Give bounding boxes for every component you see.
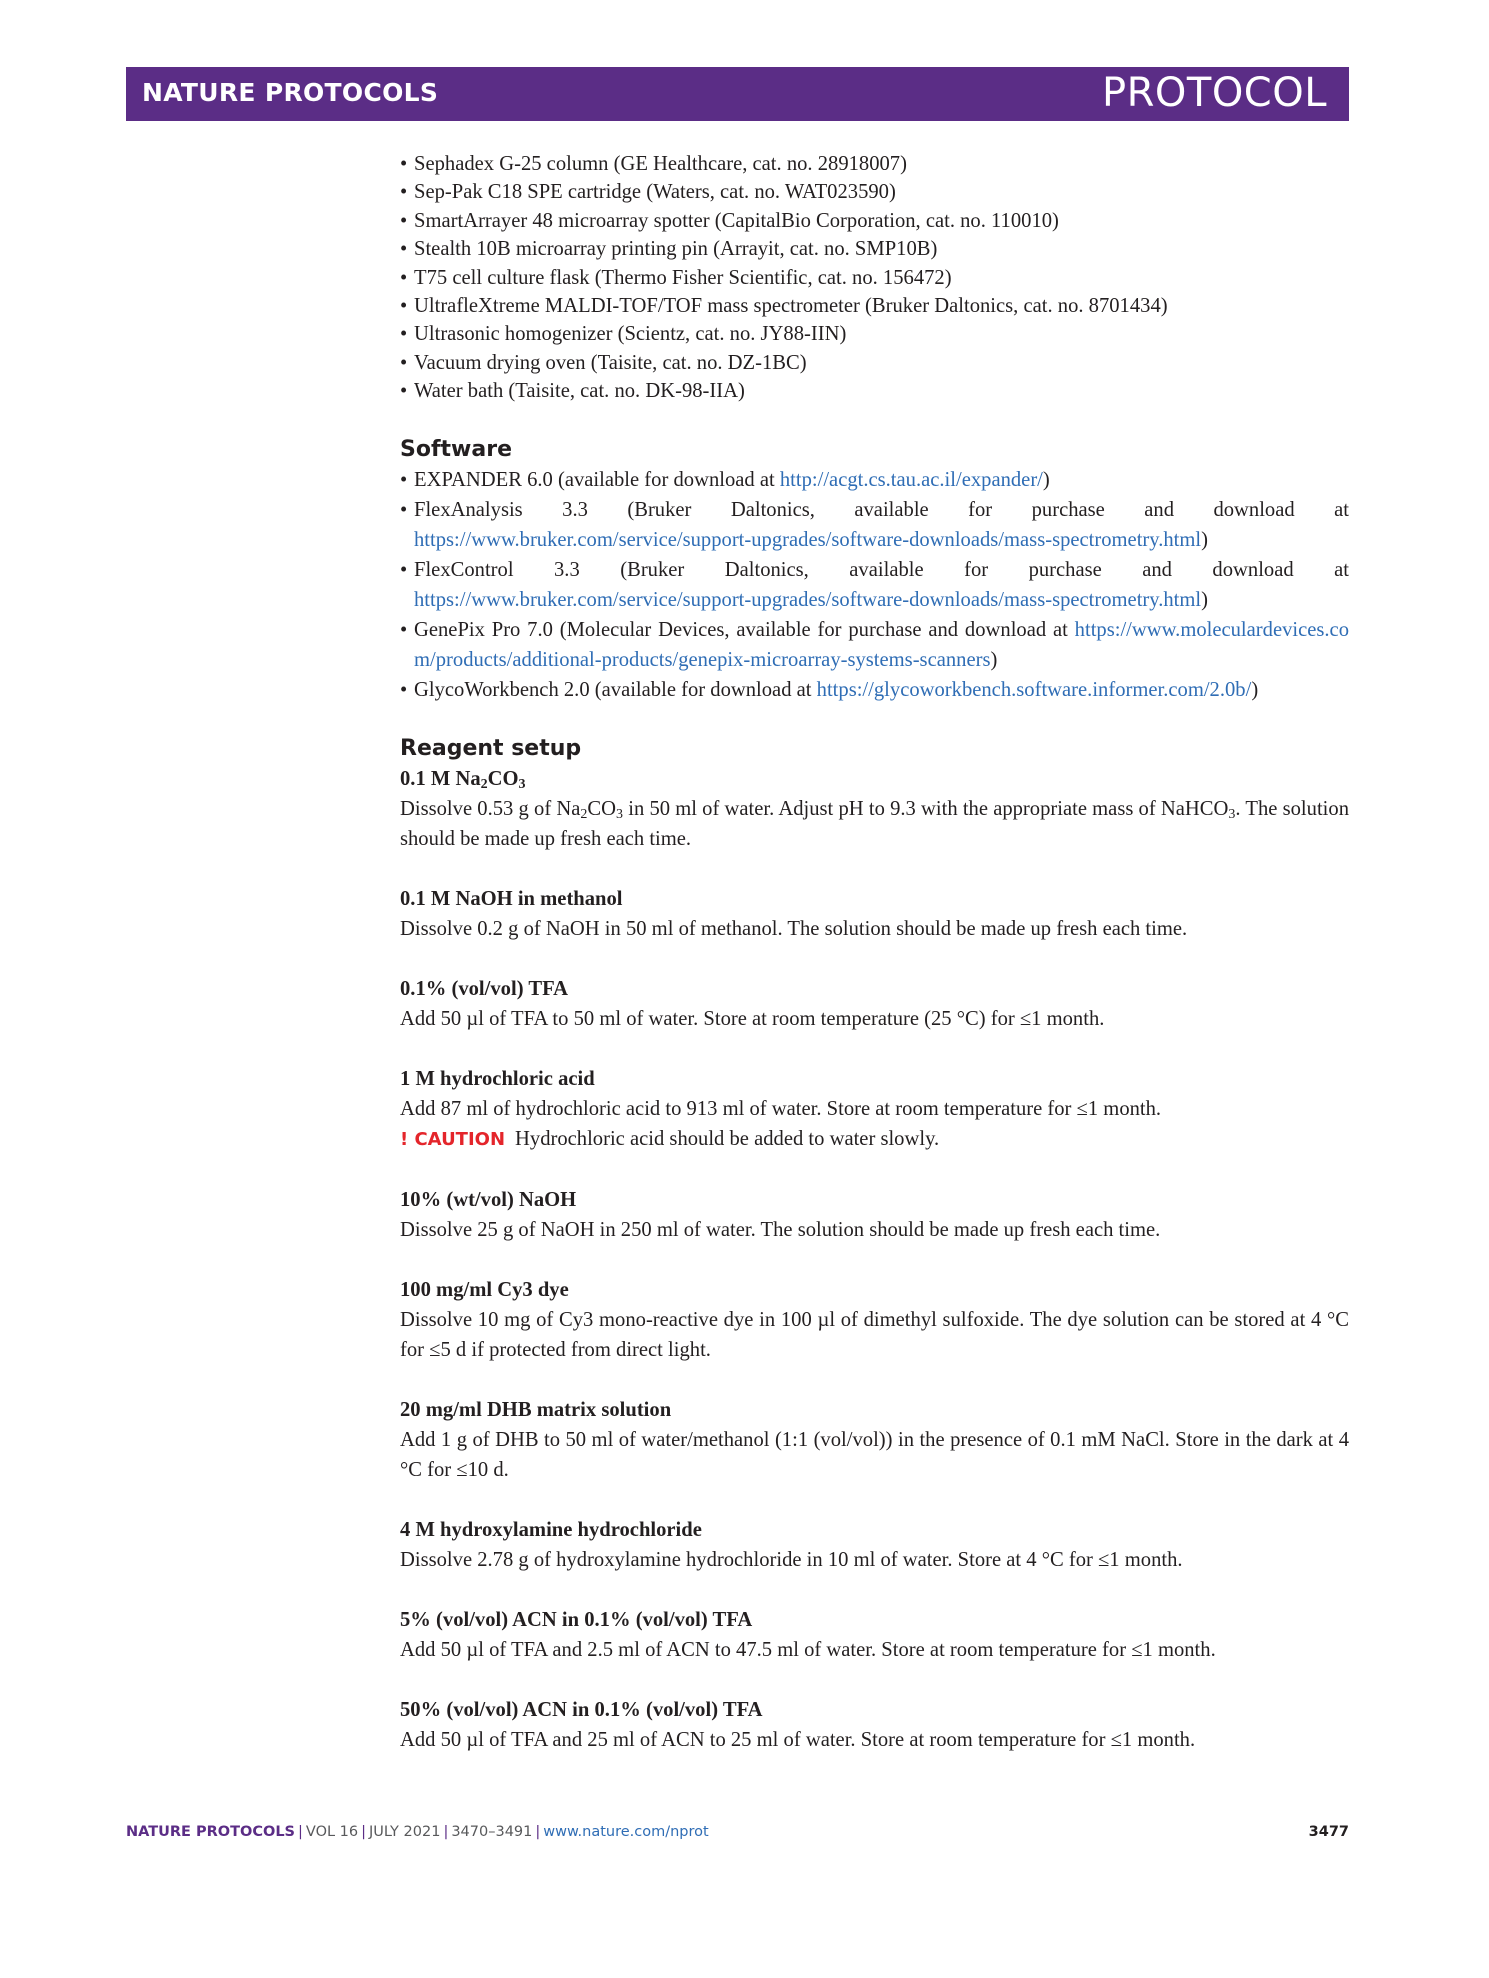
reagent-title: 1 M hydrochloric acid <box>400 1067 595 1090</box>
footer-journal: NATURE PROTOCOLS <box>126 1824 296 1840</box>
article-type: PROTOCOL <box>1101 70 1327 116</box>
footer-volume: VOL 16 <box>305 1824 359 1840</box>
reagent-tfa <box>400 974 1349 1034</box>
software-text: FlexAnalysis 3.3 (Bruker Daltonics, available for purchase and download at <box>414 498 1349 521</box>
reagent-acn5 <box>400 1605 1349 1665</box>
reagent-text: Dissolve 2.78 g of hydroxylamine hydrochloride in 10 ml of water. Store at 4 °C for ≤1 month. <box>400 1548 1183 1571</box>
reagent-title: 4 M hydroxylamine hydrochloride <box>400 1518 702 1541</box>
reagent-title: 0.1 M NaOH in methanol <box>400 887 623 910</box>
software-text: GlycoWorkbench 2.0 (available for download at <box>414 678 817 701</box>
list-item: • UltrafleXtreme MALDI-TOF/TOF mass spectrometer (Bruker Daltonics, cat. no. 8701434) <box>400 292 1349 320</box>
page-footer <box>126 1824 1349 1840</box>
software-text: EXPANDER 6.0 (available for download at <box>414 468 780 491</box>
software-text-after: ) <box>1251 678 1259 701</box>
software-list <box>400 465 1349 705</box>
reagent-cy3 <box>400 1275 1349 1365</box>
software-link[interactable]: http://acgt.cs.tau.ac.il/expander/ <box>779 468 1043 491</box>
journal-header-bar <box>126 67 1349 121</box>
caution-text: Hydrochloric acid should be added to water slowly. <box>515 1127 940 1150</box>
footer-date: JULY 2021 <box>369 1824 441 1840</box>
reagent-hcl <box>400 1064 1349 1155</box>
footer-separator: | <box>361 1824 367 1840</box>
reagent-text: Dissolve 10 mg of Cy3 mono-reactive dye in 100 µl of dimethyl sulfoxide. The dye solution can be stored at 4 °C for ≤5 d if protected from direct light. <box>400 1308 1349 1361</box>
reagent-title: 50% (vol/vol) ACN in 0.1% (vol/vol) TFA <box>400 1698 763 1721</box>
list-item <box>400 615 1349 675</box>
software-section <box>400 435 1349 705</box>
reagent-title: 0.1% (vol/vol) TFA <box>400 977 568 1000</box>
list-item: • Sephadex G-25 column (GE Healthcare, cat. no. 28918007) <box>400 150 1349 178</box>
list-item: • Vacuum drying oven (Taisite, cat. no. DZ-1BC) <box>400 349 1349 377</box>
page-number: 3477 <box>1308 1824 1349 1840</box>
reagent-text: Dissolve 0.53 g of $Na_2CO_3$ in 50 ml of water. Adjust pH to 9.3 with the appropriate mass of NaHCO$_3$. The solution should be made up fresh each time. <box>400 797 1349 850</box>
reagent-text: Add 50 µl of TFA and 25 ml of ACN to 25 ml of water. Store at room temperature for ≤1 month. <box>400 1728 1196 1751</box>
list-item: • Water bath (Taisite, cat. no. DK-98-IIA) <box>400 377 1349 405</box>
list-item: • T75 cell culture flask (Thermo Fisher Scientific, cat. no. 156472) <box>400 264 1349 292</box>
caution-label: ! CAUTION <box>400 1128 506 1150</box>
software-link[interactable]: https://www.bruker.com/service/support-upgrades/software-downloads/mass-spectrometry.html <box>414 588 1202 611</box>
software-link[interactable]: https://glycoworkbench.software.informer.com/2.0b/ <box>816 678 1252 701</box>
reagent-naoh-wt <box>400 1185 1349 1245</box>
list-item: • Sep-Pak C18 SPE cartridge (Waters, cat. no. WAT023590) <box>400 178 1349 206</box>
reagent-title: 20 mg/ml DHB matrix solution <box>400 1398 672 1421</box>
reagent-title: 0.1 M $Na_2CO_3$ <box>400 767 526 792</box>
reagent-dhb <box>400 1395 1349 1485</box>
reagent-na2co3 <box>400 764 1349 854</box>
footer-url[interactable]: www.nature.com/nprot <box>543 1824 709 1840</box>
reagent-setup-heading: Reagent setup <box>400 735 582 761</box>
reagent-text: Add 87 ml of hydrochloric acid to 913 ml of water. Store at room temperature for ≤1 month. ! CAUTION Hydrochloric acid should be added to water slowly. <box>400 1097 1162 1150</box>
reagent-text: Add 1 g of DHB to 50 ml of water/methanol (1:1 (vol/vol)) in the presence of 0.1 mM NaCl. Store in the dark at 4 °C for ≤10 d. <box>400 1428 1349 1481</box>
equipment-list <box>400 150 1349 406</box>
list-item: • Stealth 10B microarray printing pin (Arrayit, cat. no. SMP10B) <box>400 235 1349 263</box>
reagent-naoh-methanol <box>400 884 1349 944</box>
footer-separator: | <box>298 1824 303 1840</box>
reagent-text: Dissolve 25 g of NaOH in 250 ml of water. The solution should be made up fresh each time. <box>400 1218 1161 1241</box>
journal-name: NATURE PROTOCOLS <box>142 78 439 107</box>
reagent-title: 10% (wt/vol) NaOH <box>400 1188 577 1211</box>
reagent-text: Dissolve 0.2 g of NaOH in 50 ml of methanol. The solution should be made up fresh each time. <box>400 917 1188 940</box>
list-item: • Ultrasonic homogenizer (Scientz, cat. no. JY88-IIN) <box>400 320 1349 348</box>
reagent-hydroxylamine <box>400 1515 1349 1575</box>
software-link[interactable]: https://www.moleculardevices.com/products/additional-products/genepix-microarray-systems-scanners <box>414 618 1349 671</box>
footer-separator: | <box>535 1824 541 1840</box>
list-item <box>400 465 1349 495</box>
list-item <box>400 555 1349 615</box>
software-text-after: ) <box>990 648 998 671</box>
software-text-after: ) <box>1042 468 1050 491</box>
software-heading: Software <box>400 436 512 462</box>
reagent-acn50 <box>400 1695 1349 1755</box>
reagent-text: Add 50 µl of TFA and 2.5 ml of ACN to 47.5 ml of water. Store at room temperature for ≤1 month. <box>400 1638 1216 1661</box>
list-item <box>400 495 1349 555</box>
software-text-after: ) <box>1201 528 1209 551</box>
software-text: GenePix Pro 7.0 (Molecular Devices, available for purchase and download at <box>414 618 1075 641</box>
reagent-text: Add 50 µl of TFA to 50 ml of water. Store at room temperature (25 °C) for ≤1 month. <box>400 1007 1105 1030</box>
list-item <box>400 675 1349 705</box>
list-item: • SmartArrayer 48 microarray spotter (CapitalBio Corporation, cat. no. 110010) <box>400 207 1349 235</box>
footer-separator: | <box>443 1824 449 1840</box>
software-text-after: ) <box>1201 588 1209 611</box>
main-content <box>400 150 1349 1755</box>
reagent-title: 5% (vol/vol) ACN in 0.1% (vol/vol) TFA <box>400 1608 753 1631</box>
software-link[interactable]: https://www.bruker.com/service/support-upgrades/software-downloads/mass-spectrometry.html <box>414 528 1202 551</box>
software-text: FlexControl 3.3 (Bruker Daltonics, available for purchase and download at <box>414 558 1349 581</box>
reagent-title: 100 mg/ml Cy3 dye <box>400 1278 569 1301</box>
reagent-setup-section <box>400 734 1349 1755</box>
footer-pages: 3470–3491 <box>451 1824 533 1840</box>
